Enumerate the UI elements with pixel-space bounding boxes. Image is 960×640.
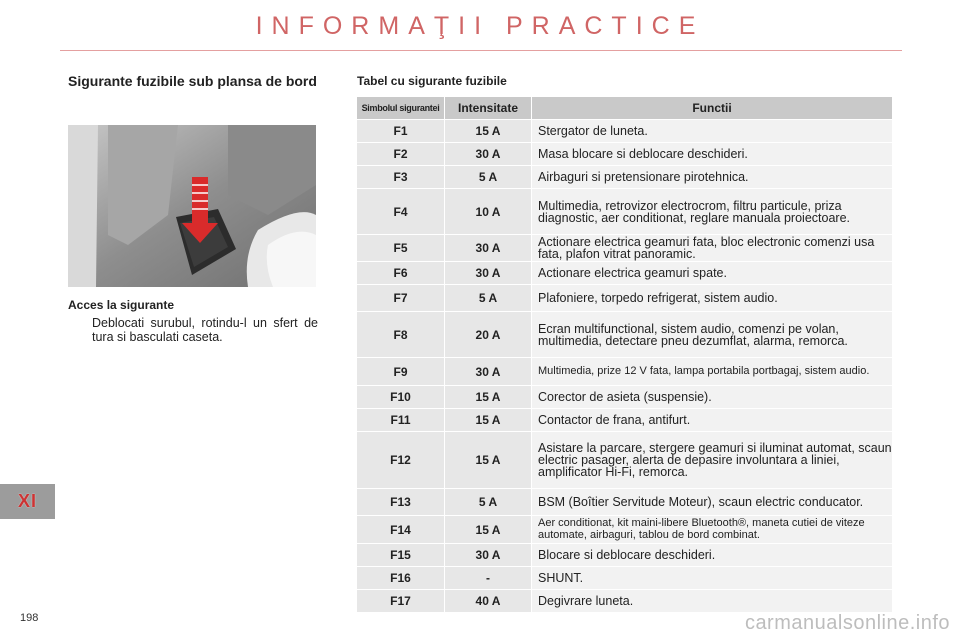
fuse-code: F5	[357, 235, 445, 262]
access-instruction	[68, 316, 318, 344]
fuse-amp: 15 A	[445, 409, 532, 432]
fuse-function: Plafoniere, torpedo refrigerat, sistem audio.	[532, 285, 893, 312]
fuse-amp: 15 A	[445, 386, 532, 409]
fuse-amp: 30 A	[445, 235, 532, 262]
fuse-function: Airbaguri si pretensionare pirotehnica.	[532, 166, 893, 189]
fuse-amp: 5 A	[445, 166, 532, 189]
fuse-code: F2	[357, 143, 445, 166]
fuse-function: BSM (Boîtier Servitude Moteur), scaun electric conducator.	[532, 489, 893, 516]
header-symbol: Simbolul sigurantei	[357, 97, 445, 120]
section-title: Sigurante fuzibile sub plansa de bord	[68, 73, 317, 89]
fuse-function: Actionare electrica geamuri spate.	[532, 262, 893, 285]
fuse-function: Multimedia, retrovizor electrocrom, filtru particule, priza diagnostic, aer conditionat, reglare manuala proiectoare.	[532, 189, 893, 235]
fuse-amp: 5 A	[445, 285, 532, 312]
fuse-function: Corector de asieta (suspensie).	[532, 386, 893, 409]
fusebox-illustration	[68, 125, 316, 287]
fuse-code: F17	[357, 590, 445, 613]
table-row	[357, 120, 893, 143]
watermark: carmanualsonline.info	[744, 612, 950, 634]
fuse-code: F3	[357, 166, 445, 189]
table-row	[357, 409, 893, 432]
table-row	[357, 189, 893, 235]
fuse-function: Blocare si deblocare deschideri.	[532, 544, 893, 567]
fuse-code: F4	[357, 189, 445, 235]
fuse-code: F6	[357, 262, 445, 285]
table-row	[357, 516, 893, 544]
fuse-function: Aer conditionat, kit maini-libere Bluetooth®, maneta cutiei de viteze automate, airbaguri, tablou de bord combinat.	[532, 516, 893, 544]
fuse-code: F12	[357, 432, 445, 489]
table-row	[357, 262, 893, 285]
fuse-function: Stergator de luneta.	[532, 120, 893, 143]
header-divider	[60, 50, 902, 51]
table-row	[357, 590, 893, 613]
fuse-code: F8	[357, 312, 445, 358]
fuse-function: Ecran multifunctional, sistem audio, comenzi pe volan, multimedia, detectare pneu dezumflat, alarma, remorca.	[532, 312, 893, 358]
fuse-code: F14	[357, 516, 445, 544]
table-row	[357, 235, 893, 262]
table-row	[357, 285, 893, 312]
fuse-amp: 40 A	[445, 590, 532, 613]
fuse-amp: 20 A	[445, 312, 532, 358]
table-header-row	[357, 97, 893, 120]
fuse-amp: 15 A	[445, 516, 532, 544]
fuse-function: Actionare electrica geamuri fata, bloc electronic comenzi usa fata, plafon vitrat panoramic.	[532, 235, 893, 262]
chapter-tab-label: XI	[17, 491, 37, 511]
fuse-code: F15	[357, 544, 445, 567]
header-functions: Functii	[532, 97, 893, 120]
access-instruction-text: Deblocati surubul, rotindu-l un sfert de tura si basculati caseta.	[92, 316, 318, 344]
table-row	[357, 312, 893, 358]
table-row	[357, 358, 893, 386]
fuse-function: Asistare la parcare, stergere geamuri si iluminat automat, scaun electric pasager, alerta de depasire involuntara a liniei, amplificator Hi-Fi, remorca.	[532, 432, 893, 489]
page-number: 198	[20, 612, 39, 624]
fuse-function: Contactor de frana, antifurt.	[532, 409, 893, 432]
fusebox-photo	[68, 125, 316, 287]
fuse-function: Masa blocare si deblocare deschideri.	[532, 143, 893, 166]
fuse-amp: 10 A	[445, 189, 532, 235]
fuse-function: SHUNT.	[532, 567, 893, 590]
chapter-tab	[0, 484, 55, 519]
fuse-amp: 15 A	[445, 432, 532, 489]
table-title: Tabel cu sigurante fuzibile	[357, 74, 507, 88]
fuse-code: F10	[357, 386, 445, 409]
table-row	[357, 143, 893, 166]
table-row	[357, 386, 893, 409]
fuse-function: Degivrare luneta.	[532, 590, 893, 613]
fuse-amp: 5 A	[445, 489, 532, 516]
fuse-code: F1	[357, 120, 445, 143]
fuse-code: F11	[357, 409, 445, 432]
fuse-amp: 30 A	[445, 358, 532, 386]
fuse-amp: 15 A	[445, 120, 532, 143]
page-title: INFORMAŢII PRACTICE	[255, 12, 705, 40]
fuse-code: F13	[357, 489, 445, 516]
table-row	[357, 166, 893, 189]
header-intensity: Intensitate	[445, 97, 532, 120]
fuse-amp: 30 A	[445, 262, 532, 285]
fuse-function: Multimedia, prize 12 V fata, lampa portabila portbagaj, sistem audio.	[532, 358, 893, 386]
fuse-table	[356, 96, 893, 613]
fuse-code: F9	[357, 358, 445, 386]
fuse-amp: 30 A	[445, 143, 532, 166]
fuse-amp: 30 A	[445, 544, 532, 567]
fuse-code: F7	[357, 285, 445, 312]
fuse-code: F16	[357, 567, 445, 590]
table-row	[357, 432, 893, 489]
fuse-amp: -	[445, 567, 532, 590]
table-row	[357, 544, 893, 567]
access-title: Acces la sigurante	[68, 298, 175, 312]
table-row	[357, 567, 893, 590]
table-row	[357, 489, 893, 516]
